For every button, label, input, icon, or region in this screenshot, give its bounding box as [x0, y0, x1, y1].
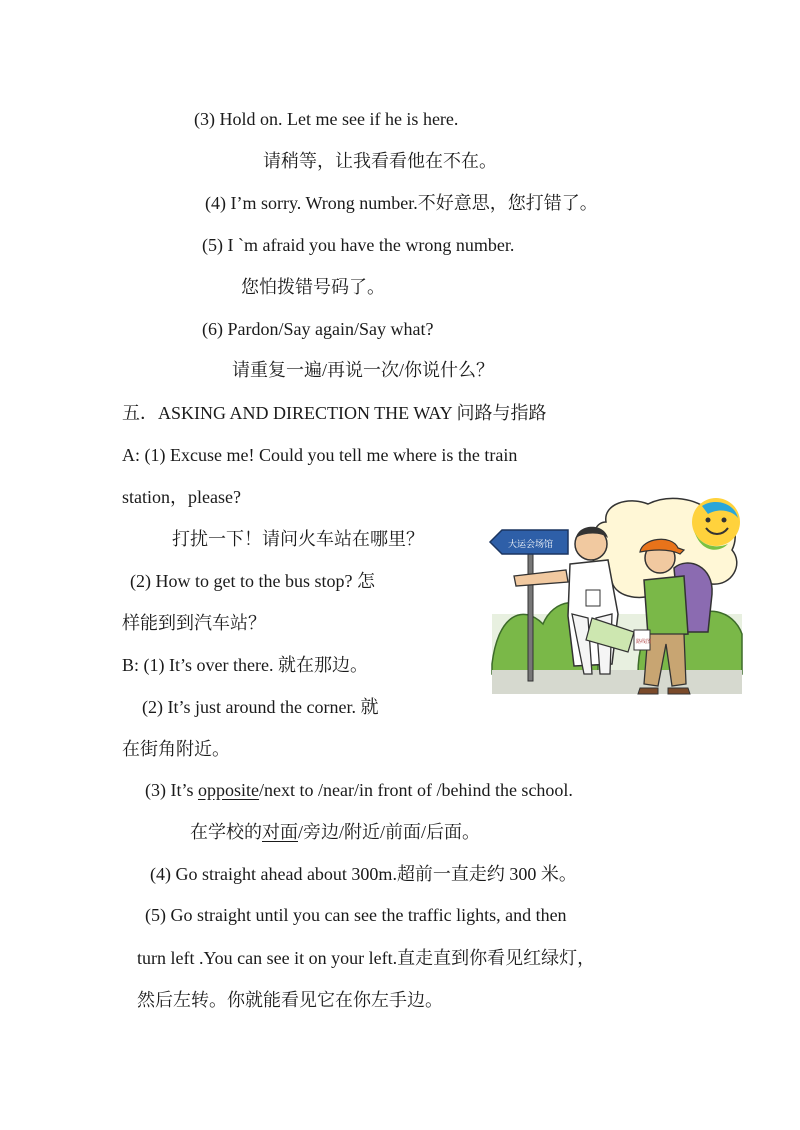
b3-cn-suffix: /旁边/附近/前面/后面。 — [298, 822, 481, 842]
dialog-line-6-cn: 请重复一遍/再说一次/你说什么？ — [232, 360, 495, 380]
sign-text: 大运会场馆 — [508, 540, 554, 550]
b3-prefix: (3) It’s — [145, 780, 198, 800]
b4-line: (4) Go straight ahead about 300m.超前一直走约 300 米。 — [150, 864, 577, 884]
a1-line-2: station，please? — [122, 487, 241, 507]
smiley-eye-left — [706, 518, 711, 523]
card-text: 路线图 — [636, 639, 652, 645]
b5-line-3: 然后左转。你就能看见它在你左手边。 — [137, 990, 443, 1010]
b3-suffix: /next to /near/in front of /behind the school. — [259, 780, 573, 800]
a2-line-1: (2) How to get to the bus stop? 怎 — [130, 571, 375, 591]
smiley-eye-right — [722, 518, 727, 523]
pointing-arm — [514, 570, 568, 586]
b1-line: B: (1) It’s over there. 就在那边。 — [122, 655, 368, 675]
dialog-line-5-en: (5) I `m afraid you have the wrong number. — [202, 235, 515, 255]
dialog-line-3-cn: 请稍等，让我看看他在不在。 — [263, 151, 497, 171]
dialog-line-5-cn: 您怕拨错号码了。 — [241, 277, 385, 297]
illustration-svg — [488, 494, 748, 698]
b3-line — [145, 778, 573, 802]
b2-line-1: (2) It’s just around the corner. 就 — [142, 697, 379, 717]
signpost-pole — [528, 546, 533, 681]
b3-cn-underlined: 对面 — [262, 822, 298, 842]
dialog-line-4: (4) I’m sorry. Wrong number.不好意思，您打错了。 — [205, 193, 598, 213]
a2-line-2: 样能到到汽车站？ — [122, 613, 266, 633]
dialog-line-6-en: (6) Pardon/Say again/Say what? — [202, 319, 434, 339]
b2-line-2: 在街角附近。 — [122, 739, 230, 759]
a1-line-1: A: (1) Excuse me! Could you tell me where is the train — [122, 445, 518, 465]
id-badge — [586, 590, 600, 606]
b3-underlined-word: opposite — [198, 780, 259, 800]
section-heading: 五．ASKING AND DIRECTION THE WAY 问路与指路 — [122, 403, 547, 423]
asking-directions-illustration — [488, 494, 748, 698]
b5-line-2: turn left .You can see it on your left.直走直到你看见红绿灯， — [137, 948, 596, 968]
b5-line-1: (5) Go straight until you can see the traffic lights, and then — [145, 905, 567, 925]
tourist-shirt — [644, 576, 688, 636]
a1-cn: 打扰一下！请问火车站在哪里？ — [172, 529, 424, 549]
b3-cn-line — [190, 820, 480, 844]
dialog-line-3-en: (3) Hold on. Let me see if he is here. — [194, 109, 459, 129]
b3-cn-prefix: 在学校的 — [190, 822, 262, 842]
